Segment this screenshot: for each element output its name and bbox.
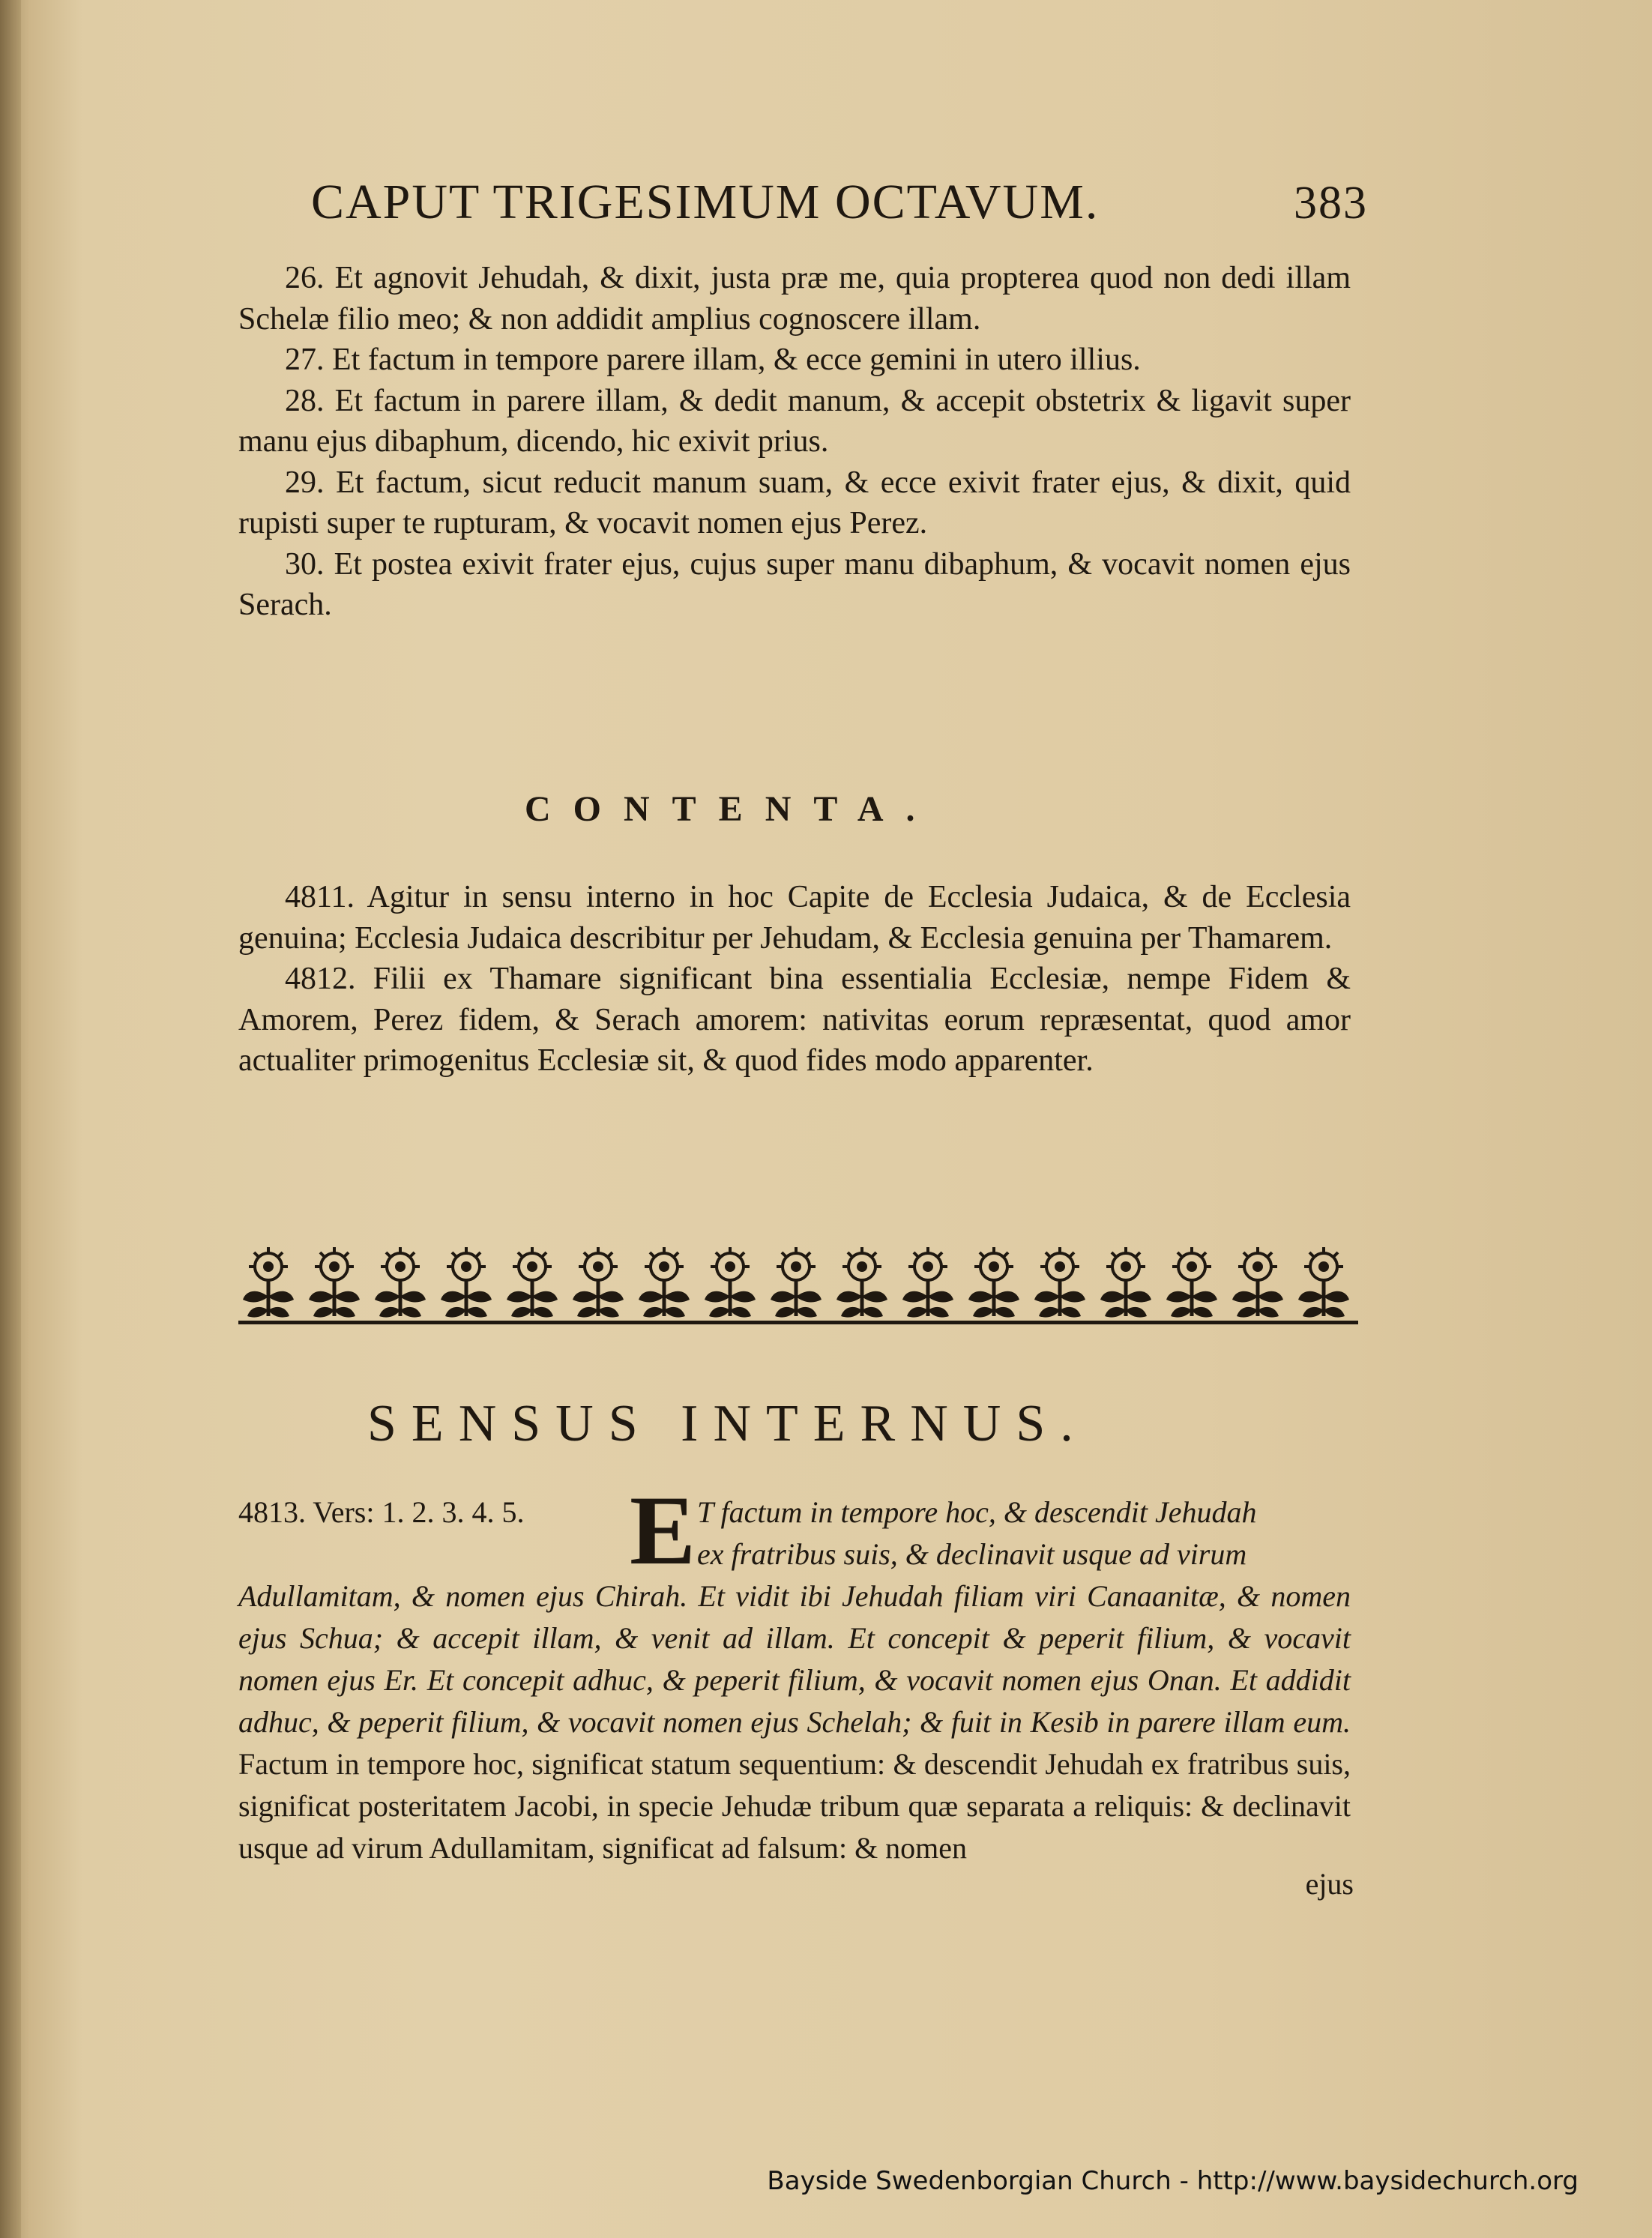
chapter-title: CAPUT TRIGESIMUM OCTAVUM. — [311, 175, 1100, 229]
contenta-block — [238, 877, 1351, 1082]
sensus-line-1: T factum in tempore hoc, & descendit Jehudah — [697, 1495, 1257, 1529]
verses-block — [238, 258, 1351, 626]
sensus-block — [238, 1475, 1351, 1869]
paragraph-4811: 4811. Agitur in sensu interno in hoc Capite de Ecclesia Judaica, & de Ecclesia genuina; Ecclesia Judaica describitur per Jehudam, & Ecclesia genuina per Thamarem. — [238, 880, 1351, 956]
sensus-body — [238, 1575, 1351, 1869]
floral-ornament-band — [238, 1244, 1358, 1328]
footer-credit: Bayside Swedenborgian Church - http://www.baysidechurch.org — [767, 2166, 1579, 2196]
verse-reference: 4813. Vers: 1. 2. 3. 4. 5. — [238, 1495, 525, 1529]
catchword: ejus — [1305, 1867, 1354, 1901]
verse-30: 30. Et postea exivit frater ejus, cujus super manu dibaphum, & vocavit nomen ejus Serach. — [238, 546, 1351, 622]
sensus-heading: SENSUS INTERNUS. — [367, 1395, 1088, 1453]
sensus-line-2: ex fratribus suis, & declinavit usque ad virum — [697, 1537, 1247, 1571]
verse-28: 28. Et factum in parere illam, & dedit manum, & accepit obstetrix & ligavit super manu ejus dibaphum, dicendo, hic exivit prius. — [238, 383, 1351, 459]
verse-29: 29. Et factum, sicut reducit manum suam, & ecce exivit frater ejus, & dixit, quid rupisti super te rupturam, & vocavit nomen ejus Perez. — [238, 465, 1351, 540]
page-number: 383 — [1294, 178, 1368, 229]
sensus-italic-text: Adullamitam, & nomen ejus Chirah. Et vidit ibi Jehudah filiam viri Canaanitæ, & nomen ejus Schua; & accepit illam, & venit ad illam. Et concepit & peperit filium, & vocavit nomen ejus Er. Et concepit adhuc, & peperit filium, & vocavit nomen ejus Onan. Et addidit adhuc, & peperit filium, & vocavit nomen ejus Schelah; & fuit in Kesib in parere illam eum. — [238, 1579, 1351, 1739]
verse-27: 27. Et factum in tempore parere illam, & ecce gemini in utero illius. — [285, 343, 1141, 377]
verse-26: 26. Et agnovit Jehudah, & dixit, justa præ me, quia propterea quod non dedi illam Schelæ filio meo; & non addidit amplius cognoscere illam. — [238, 261, 1351, 337]
sensus-roman-text: Factum in tempore hoc, significat statum sequentium: & descendit Jehudah ex fratribus suis, significat posteritatem Jacobi, in specie Jehudæ tribum quæ separata a reliquis: & declinavit usque ad virum Adullamitam, significat ad falsum: & nomen — [238, 1747, 1351, 1865]
paragraph-4812: 4812. Filii ex Thamare significant bina essentialia Ecclesiæ, nempe Fidem & Amorem, Perez fidem, & Serach amorem: nativitas eorum repræsentat, quod amor actualiter primogenitus Ecclesiæ sit, & quod fides modo apparenter. — [238, 962, 1351, 1078]
drop-cap-letter: E — [630, 1475, 696, 1585]
sensus-opening — [238, 1475, 1351, 1585]
page-gutter — [0, 0, 21, 2238]
running-header — [311, 174, 1368, 231]
contenta-heading: CONTENTA. — [525, 789, 938, 829]
